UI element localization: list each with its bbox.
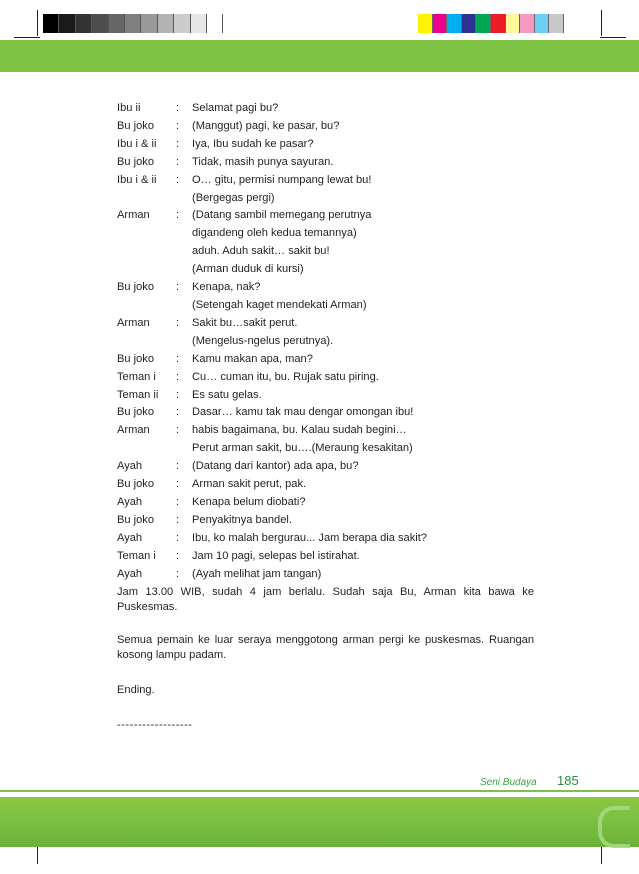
speaker-name: Ayah [117, 495, 143, 508]
gray-swatch [158, 14, 174, 33]
dialogue-line [117, 207, 534, 279]
colon-separator: : [176, 316, 180, 329]
speaker-name: Ayah [117, 460, 143, 473]
dialogue-text-line: Kenapa belum diobati? [192, 495, 306, 508]
dialogue-text-line: Iya, Ibu sudah ke pasar? [192, 137, 314, 150]
gray-swatch [125, 14, 141, 33]
dialogue-text-line: (Datang dari kantor) ada apa, bu? [192, 460, 359, 473]
dialogue-text-line: Arman sakit perut, pak. [192, 478, 307, 491]
colon-separator: : [176, 424, 180, 437]
dialogue-text [192, 458, 534, 476]
dialogue-text-line: (Bergegas pergi) [192, 191, 275, 204]
dialogue-text [192, 100, 534, 118]
gray-swatch [76, 14, 92, 33]
speaker-name: Bu joko [117, 513, 155, 526]
dialogue-line [117, 369, 534, 387]
dialogue-line [117, 154, 534, 172]
speaker-name: Bu joko [117, 119, 155, 132]
dialogue-line [117, 476, 534, 494]
dialogue-text-line: (Mengelus-ngelus perutnya). [192, 334, 334, 347]
colon-separator: : [176, 102, 180, 114]
color-swatch [447, 14, 462, 33]
dialogue-line [117, 351, 534, 369]
dialogue-text [192, 279, 534, 315]
footer-rule [0, 790, 639, 792]
narration-paragraph: Semua pemain ke luar seraya menggotong arman pergi ke puskesmas. Ruangan kosong lampu padam. [117, 634, 534, 662]
dialogue-text-line: Perut arman sakit, bu….(Meraung kesakitan) [192, 442, 413, 455]
color-swatch [520, 14, 535, 33]
color-swatch [506, 14, 521, 33]
dialogue-line [117, 387, 534, 405]
dialogue-text-line: (Setengah kaget mendekati Arman) [192, 298, 367, 311]
dialogue-text-line: (Arman duduk di kursi) [192, 263, 304, 276]
speaker-name: Bu joko [117, 406, 155, 419]
gray-swatch [207, 14, 223, 33]
dialogue-text [192, 136, 534, 154]
ending-label: Ending. [117, 684, 155, 697]
dialogue-text [192, 154, 534, 172]
gray-swatch [191, 14, 207, 33]
dialogue-text [192, 172, 534, 208]
speaker-name: Teman i [117, 549, 156, 562]
dialogue-line [117, 404, 534, 422]
speaker-name: Ibu ii [117, 102, 141, 114]
dialogue-text-line: Kamu makan apa, man? [192, 352, 313, 365]
dialogue-text-line: Cu… cuman itu, bu. Rujak satu piring. [192, 370, 379, 383]
color-swatch [462, 14, 477, 33]
dialogue-list [117, 100, 534, 583]
dialogue-text [192, 548, 534, 566]
colon-separator: : [176, 513, 180, 526]
color-swatch [476, 14, 491, 33]
dialogue-line [117, 118, 534, 136]
speaker-name: Bu joko [117, 478, 155, 491]
dialogue-text-line: Tidak, masih punya sayuran. [192, 155, 334, 168]
colon-separator: : [176, 406, 180, 419]
speaker-name: Ayah [117, 567, 143, 580]
color-calibration-bar [418, 14, 564, 33]
dialogue-text-line: digandeng oleh kedua temannya) [192, 227, 357, 240]
colon-separator: : [176, 281, 180, 294]
dialogue-text-line: Sakit bu…sakit perut. [192, 316, 298, 329]
speaker-name: Arman [117, 316, 150, 329]
dialogue-line [117, 422, 534, 458]
dialogue-text [192, 207, 534, 279]
gray-swatch [59, 14, 75, 33]
dialogue-text-line: Jam 10 pagi, selepas bel istirahat. [192, 549, 360, 562]
dialogue-text [192, 387, 534, 405]
gray-swatch [141, 14, 157, 33]
colon-separator: : [176, 460, 180, 473]
gray-swatch [174, 14, 190, 33]
speaker-name: Ibu i & ii [117, 137, 157, 150]
footer-book-title: Seni Budaya [480, 777, 537, 788]
dialogue-line [117, 100, 534, 118]
page-number: 185 [557, 773, 579, 788]
grayscale-calibration-bar [43, 14, 223, 33]
dialogue-text-line: (Ayah melihat jam tangan) [192, 567, 322, 580]
dialogue-text [192, 315, 534, 351]
speaker-name: Bu joko [117, 281, 155, 294]
speaker-name: Ibu i & ii [117, 173, 157, 186]
dialogue-text [192, 494, 534, 512]
crop-mark [601, 10, 602, 36]
dialogue-text-line: O… gitu, permisi numpang lewat bu! [192, 173, 372, 186]
header-green-band [0, 40, 639, 72]
dialogue-line [117, 458, 534, 476]
dialogue-text-line: Dasar… kamu tak mau dengar omongan ibu! [192, 406, 414, 419]
crop-mark [14, 37, 40, 38]
dialogue-text [192, 566, 534, 584]
gray-swatch [109, 14, 125, 33]
dialogue-line [117, 315, 534, 351]
dialogue-line [117, 530, 534, 548]
colon-separator: : [176, 173, 180, 186]
dialogue-text [192, 369, 534, 387]
dialogue-text-line: aduh. Aduh sakit… sakit bu! [192, 245, 330, 258]
dialogue-line [117, 494, 534, 512]
crop-mark [37, 10, 38, 36]
color-swatch [433, 14, 448, 33]
dialogue-line [117, 566, 534, 584]
corner-ornament [598, 806, 630, 848]
dialogue-text [192, 476, 534, 494]
dialogue-text [192, 404, 534, 422]
colon-separator: : [176, 209, 180, 222]
gray-swatch [43, 14, 59, 33]
colon-separator: : [176, 119, 180, 132]
dialogue-text [192, 422, 534, 458]
dialogue-line [117, 172, 534, 208]
dialogue-text-line: Penyakitnya bandel. [192, 513, 292, 526]
gray-swatch [92, 14, 108, 33]
colon-separator: : [176, 352, 180, 365]
speaker-name: Arman [117, 424, 150, 437]
dialogue-text-line: habis bagaimana, bu. Kalau sudah begini… [192, 424, 407, 437]
script-content [117, 100, 534, 733]
dialogue-line [117, 136, 534, 154]
color-swatch [418, 14, 433, 33]
dialogue-line [117, 279, 534, 315]
dialogue-text-line: Es satu gelas. [192, 388, 262, 401]
color-swatch [491, 14, 506, 33]
dialogue-line [117, 548, 534, 566]
speaker-name: Ayah [117, 531, 143, 544]
colon-separator: : [176, 155, 180, 168]
dialogue-text-line: Selamat pagi bu? [192, 102, 279, 114]
speaker-name: Teman ii [117, 388, 159, 401]
dialogue-text-line: (Manggut) pagi, ke pasar, bu? [192, 119, 340, 132]
colon-separator: : [176, 549, 180, 562]
speaker-name: Bu joko [117, 352, 155, 365]
colon-separator: : [176, 495, 180, 508]
speaker-name: Bu joko [117, 155, 155, 168]
colon-separator: : [176, 531, 180, 544]
dialogue-text-line: (Datang sambil memegang perutnya [192, 209, 372, 222]
color-swatch [535, 14, 550, 33]
crop-mark [600, 37, 626, 38]
colon-separator: : [176, 370, 180, 383]
colon-separator: : [176, 388, 180, 401]
colon-separator: : [176, 567, 180, 580]
speaker-name: Teman i [117, 370, 156, 383]
colon-separator: : [176, 137, 180, 150]
speaker-name: Arman [117, 209, 150, 222]
dialogue-text [192, 530, 534, 548]
colon-separator: : [176, 478, 180, 491]
footer-green-band [0, 797, 639, 847]
dialogue-text-line: Ibu, ko malah bergurau... Jam berapa dia sakit? [192, 531, 427, 544]
dialogue-text [192, 351, 534, 369]
dialogue-text [192, 118, 534, 136]
color-swatch [549, 14, 564, 33]
separator-dashes: ------------------ [117, 719, 193, 732]
dialogue-line [117, 512, 534, 530]
narration-paragraph: Jam 13.00 WIB, sudah 4 jam berlalu. Sudah saja Bu, Arman kita bawa ke Puskesmas. [117, 586, 534, 614]
dialogue-text [192, 512, 534, 530]
dialogue-text-line: Kenapa, nak? [192, 281, 261, 294]
